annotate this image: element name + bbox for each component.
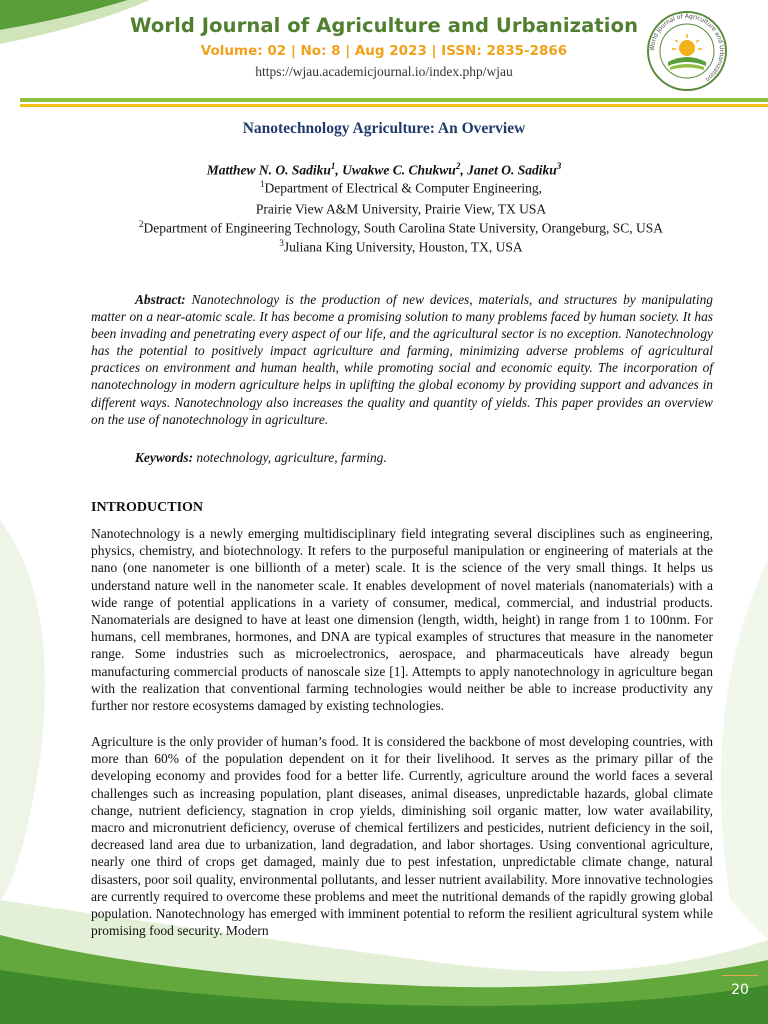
author-sup: 1	[330, 161, 336, 171]
keywords-label: Keywords:	[135, 450, 194, 465]
keywords-text: notechnology, agriculture, farming.	[196, 450, 387, 465]
author-name: Matthew N. O. Sadiku	[206, 162, 331, 178]
author-sup: 2	[455, 161, 461, 171]
abstract-label: Abstract:	[135, 292, 186, 307]
author-name: Uwakwe C. Chukwu	[342, 162, 456, 178]
abstract	[91, 291, 713, 428]
journal-logo	[646, 10, 728, 92]
page-number: 20	[722, 975, 758, 1004]
header-rule-yellow	[20, 104, 768, 107]
paper-title: Nanotechnology Agriculture: An Overview	[242, 120, 526, 137]
affiliation-line: Prairie View A&M University, Prairie View, TX USA	[255, 201, 547, 217]
affiliation-line: $^2$Department of Engineering Technology, South Carolina State University, Orangeburg, SC, USA	[139, 219, 663, 236]
author-list	[0, 161, 768, 179]
journal-issue-info: Volume: 02 | No: 8 | Aug 2023 | ISSN: 2835-2866	[200, 43, 568, 59]
journal-title: World Journal of Agriculture and Urbanization	[129, 14, 639, 37]
author-name: Janet O. Sadiku	[467, 162, 557, 178]
author-sup: 3	[556, 161, 562, 171]
author-separator: ,	[335, 162, 343, 178]
logo-ring-text: World Journal of Agriculture and Urbanization	[648, 12, 726, 83]
section-heading: INTRODUCTION	[91, 500, 204, 515]
body-paragraph: Nanotechnology is a newly emerging multidisciplinary field integrating several disciplines such as engineering, physics, chemistry, and biotechnology. It refers to the purposeful manipulation or engineering of materials at the nano (one nanometer is one billionth of a meter) scale. It is the science of the very small things. It helps us understand nature well in the nanometer scale. It enables development of novel materials (nanomaterials) with a wide range of potential applications in a variety of consumer, medical, commercial, and industrial products. Nanomaterials are designed to have at least one dimension (length, width, height) in range from 1 to 100nm. For humans, cell membranes, hormones, and DNA are typical examples of structures that measure in the nanometer range. Some industries such as microelectronics, aerospace, and pharmaceuticals have already begun manufacturing commercial products of nanoscale size [1]. Attempts to apply nanotechnology in agriculture began with the realization that conventional farming technologies would neither be able to increase productivity any further nor restore ecosystems damaged by existing technologies.	[91, 526, 713, 714]
author-separator: ,	[460, 162, 468, 178]
body-paragraph: Agriculture is the only provider of human’s food. It is considered the backbone of most developing countries, with more than 60% of the population dependent on it for their livelihood. It serves as the primary pillar of the developing economy and provides food for a better life. Currently, agriculture around the world faces a several challenges such as increasing population, plant diseases, animal diseases, unpredictable hazards, global climate change, nutrient deficiency, stagnation in crop yields, diminishing soil organic matter, low water availability, macro and micronutrient deficiency, overuse of chemical fertilizers and pesticides, nutrient deficiency in the soil, decreased land area due to urbanization, land degradation, and labor shortages. Using conventional agriculture, nearly one third of crops get damaged, mainly due to pest infestation, unpredictable climate change, natural disasters, poor soil quality, environmental pollutants, and lesser nutrient availability. More innovative technologies are currently required to overcome these problems and meet the nutritional demands of the rapidly growing global population. Nanotechnology has emerged with imminent potential to reform the resilient agricultural system while promising food security. Modern	[91, 734, 713, 939]
header-rule-green	[20, 98, 768, 102]
affiliation-line: $^1$Department of Electrical & Computer Engineering,	[260, 179, 542, 196]
abstract-text: Nanotechnology is the production of new devices, materials, and structures by manipulating matter on a near-atomic scale. It has become a promising solution to many problems faced by human society. It has been invading and penetrating every aspect of our life, and the agricultural sector is no exception. Nanotechnology has the potential to positively impact agriculture and farming, minimizing adverse problems of agricultural practices on environment and human health, while promoting social and economic equity. The incorporation of nanotechnology in modern agriculture helps in uplifting the global economy by providing support and advances in different ways. Nanotechnology also increases the quality and quantity of yields. This paper provides an overview on the use of nanotechnology in agriculture.	[91, 292, 713, 427]
affiliation-line: $^3$Juliana King University, Houston, TX, USA	[279, 238, 523, 255]
left-light-shape	[0, 520, 45, 900]
right-light-shape	[721, 560, 768, 940]
keywords	[135, 450, 387, 466]
journal-url-link[interactable]: https://wjau.academicjournal.io/index.php/wjau	[255, 64, 513, 79]
